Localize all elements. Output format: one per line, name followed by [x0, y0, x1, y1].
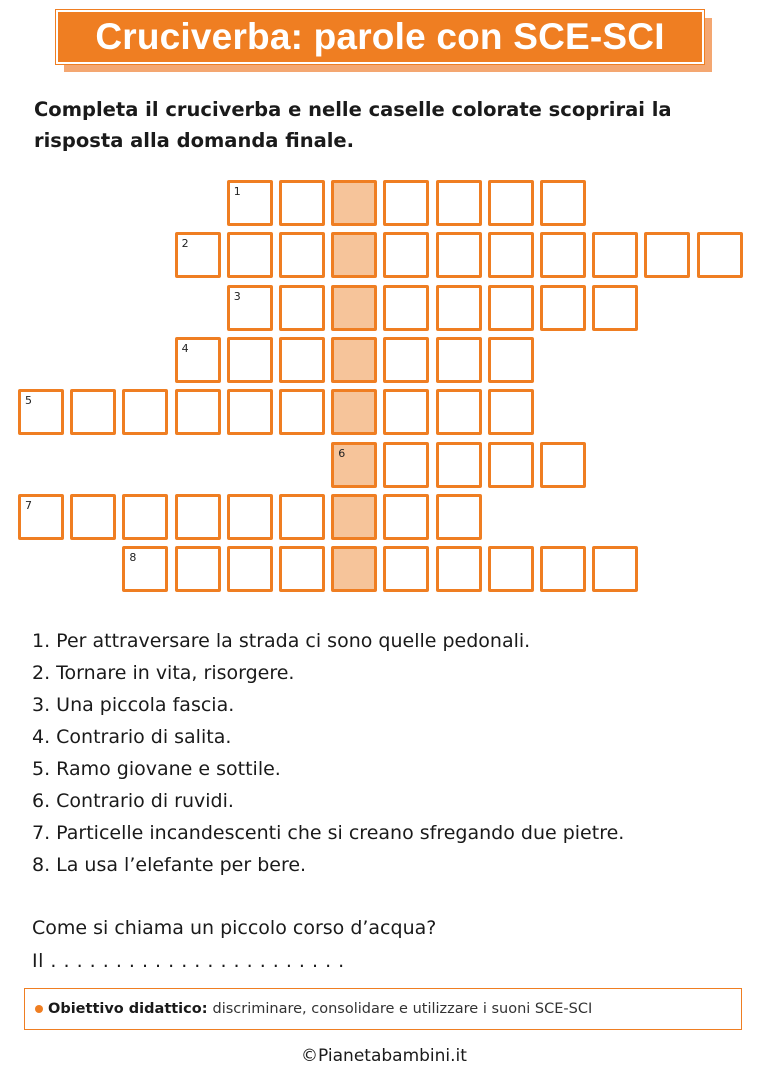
crossword-cell[interactable] — [436, 546, 482, 592]
crossword-cell[interactable] — [175, 337, 221, 383]
instructions-text: Completa il cruciverba e nelle caselle colorate scoprirai la risposta alla domanda finale. — [34, 98, 672, 152]
crossword-cell[interactable] — [436, 285, 482, 331]
crossword-cell[interactable] — [592, 232, 638, 278]
objective-text: discriminare, consolidare e utilizzare i suoni SCE-SCI — [212, 1001, 593, 1017]
crossword-cell[interactable] — [488, 442, 534, 488]
crossword-cell[interactable] — [383, 232, 429, 278]
crossword-cell[interactable] — [70, 389, 116, 435]
crossword-cell[interactable] — [436, 442, 482, 488]
crossword-cell[interactable] — [592, 546, 638, 592]
crossword-cell[interactable] — [436, 337, 482, 383]
crossword-cell[interactable] — [279, 389, 325, 435]
crossword-cell[interactable] — [279, 546, 325, 592]
crossword-cell[interactable] — [540, 232, 586, 278]
crossword-cell[interactable] — [70, 494, 116, 540]
crossword-cell[interactable] — [122, 389, 168, 435]
crossword-cell[interactable] — [331, 180, 377, 226]
objective-label: Obiettivo didattico: — [48, 1001, 208, 1017]
crossword-cell[interactable] — [175, 494, 221, 540]
clue-item: 4. Contrario di salita. — [32, 726, 232, 748]
clue-item: 8. La usa l’elefante per bere. — [32, 854, 307, 876]
clue-item: 6. Contrario di ruvidi. — [32, 790, 234, 812]
crossword-cell[interactable] — [383, 337, 429, 383]
clue-number: 7 — [25, 498, 32, 512]
objective-box — [24, 988, 742, 1030]
page-title: Cruciverba: parole con SCE-SCI — [95, 16, 665, 57]
crossword-cell[interactable] — [436, 389, 482, 435]
clue-item: 1. Per attraversare la strada ci sono quelle pedonali. — [32, 630, 531, 652]
crossword-cell[interactable] — [18, 389, 64, 435]
crossword-cell[interactable] — [331, 337, 377, 383]
crossword-cell[interactable] — [18, 494, 64, 540]
crossword-cell[interactable] — [383, 285, 429, 331]
clue-item: 7. Particelle incandescenti che si creano sfregando due pietre. — [32, 822, 625, 844]
crossword-cell[interactable] — [279, 180, 325, 226]
answer-line: Il . . . . . . . . . . . . . . . . . . . . . . . — [32, 950, 345, 972]
crossword-cell[interactable] — [383, 442, 429, 488]
crossword-cell[interactable] — [540, 180, 586, 226]
crossword-cell[interactable] — [227, 285, 273, 331]
clue-number: 5 — [25, 394, 32, 408]
crossword-cell[interactable] — [540, 442, 586, 488]
crossword-cell[interactable] — [279, 337, 325, 383]
crossword-cell[interactable] — [331, 285, 377, 331]
crossword-cell[interactable] — [488, 285, 534, 331]
clue-list — [32, 625, 624, 881]
crossword-cell[interactable] — [331, 442, 377, 488]
clue-item: 2. Tornare in vita, risorgere. — [32, 662, 295, 684]
crossword-cell[interactable] — [383, 389, 429, 435]
crossword-cell[interactable] — [331, 546, 377, 592]
crossword-cell[interactable] — [227, 546, 273, 592]
clue-number: 2 — [181, 237, 189, 251]
crossword-cell[interactable] — [488, 337, 534, 383]
crossword-cell[interactable] — [175, 389, 221, 435]
crossword-cell[interactable] — [488, 389, 534, 435]
crossword-cell[interactable] — [227, 337, 273, 383]
crossword-cell[interactable] — [331, 232, 377, 278]
crossword-cell[interactable] — [227, 494, 273, 540]
clue-number: 3 — [233, 289, 241, 303]
crossword-cell[interactable] — [122, 494, 168, 540]
crossword-cell[interactable] — [644, 232, 690, 278]
crossword-cell[interactable] — [331, 389, 377, 435]
crossword-cell[interactable] — [436, 494, 482, 540]
crossword-cell[interactable] — [227, 180, 273, 226]
bullet-icon — [35, 1005, 43, 1013]
crossword-cell[interactable] — [279, 285, 325, 331]
crossword-cell[interactable] — [383, 180, 429, 226]
clue-number: 1 — [233, 185, 241, 198]
clue-item: 3. Una piccola fascia. — [32, 694, 235, 716]
crossword-cell[interactable] — [488, 180, 534, 226]
crossword-cell[interactable] — [279, 494, 325, 540]
clue-item: 5. Ramo giovane e sottile. — [32, 758, 281, 780]
crossword-cell[interactable] — [488, 232, 534, 278]
clue-number: 4 — [181, 341, 189, 355]
crossword-cell[interactable] — [592, 285, 638, 331]
crossword-cell[interactable] — [175, 546, 221, 592]
crossword-cell[interactable] — [540, 546, 586, 592]
final-question: Come si chiama un piccolo corso d’acqua? — [32, 917, 437, 939]
clue-number: 8 — [129, 551, 137, 565]
crossword-cell[interactable] — [122, 546, 168, 592]
footer-credit: ©Pianetabambini.it — [301, 1046, 467, 1066]
clue-number: 6 — [338, 446, 346, 460]
crossword-cell[interactable] — [227, 389, 273, 435]
crossword-cell[interactable] — [436, 180, 482, 226]
crossword-cell[interactable] — [488, 546, 534, 592]
crossword-cell[interactable] — [331, 494, 377, 540]
crossword-cell[interactable] — [383, 546, 429, 592]
crossword-cell[interactable] — [540, 285, 586, 331]
crossword-cell[interactable] — [697, 232, 743, 278]
crossword-cell[interactable] — [227, 232, 273, 278]
crossword-cell[interactable] — [383, 494, 429, 540]
crossword-cell[interactable] — [436, 232, 482, 278]
crossword-cell[interactable] — [175, 232, 221, 278]
crossword-cell[interactable] — [279, 232, 325, 278]
